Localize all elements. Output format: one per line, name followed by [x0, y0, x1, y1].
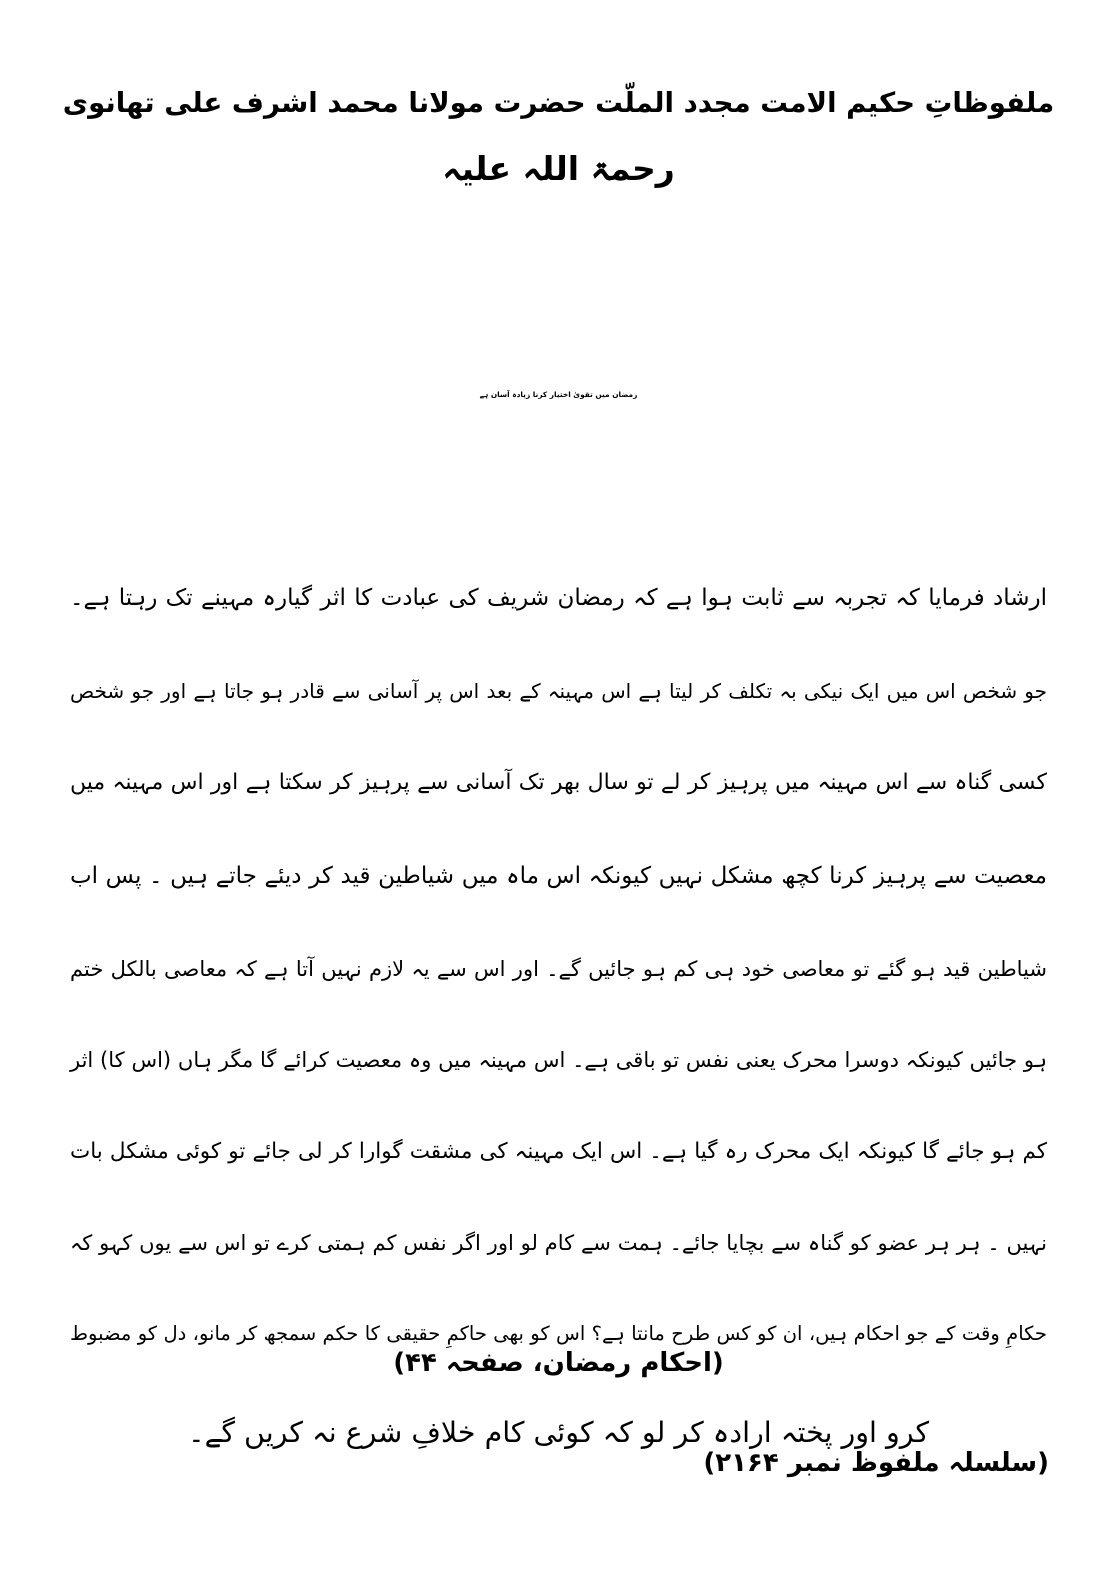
- body-line: جو شخص اس میں ایک نیکی بہ تکلف کر لیتا ہے اس مہینہ کے بعد اس پر آسانی سے قادر ہو جاتا ہے اور جو شخص: [70, 679, 1047, 703]
- section-heading: رمضان میں تقویٰ اختیار کرنا زیادہ آسان ہے: [479, 390, 638, 400]
- body-line: ہو جائیں کیونکہ دوسرا محرک یعنی نفس تو باقی ہے۔ اس مہینہ میں وہ معصیت کرائے گا مگر ہاں (اس کا) اثر: [70, 1048, 1047, 1072]
- document-header: [60, 84, 1057, 192]
- body-line: معصیت سے پرہیز کرنا کچھ مشکل نہیں کیونکہ اس ماہ میں شیاطین قید کر دیئے جاتے ہیں ۔ پس اب: [70, 863, 1047, 889]
- citation-source: (احکام رمضان، صفحہ ۴۴): [393, 1348, 724, 1378]
- body-line: ارشاد فرمایا کہ تجربہ سے ثابت ہوا ہے کہ رمضان شریف کی عبادت کا اثر گیارہ مہینے تک رہتا ہے۔: [70, 585, 1048, 611]
- document-title: ملفوظاتِ حکیم الامت مجدد الملّت حضرت مولانا محمد اشرف علی تھانوی: [62, 86, 1055, 119]
- body-line: کم ہو جائے گا کیونکہ ایک محرک رہ گیا ہے۔ اس ایک مہینہ کی مشقت گوارا کر لی جائے تو کوئی مشکل بات: [70, 1138, 1047, 1164]
- body-line: شیاطین قید ہو گئے تو معاصی خود ہی کم ہو جائیں گے۔ اور اس سے یہ لازم نہیں آتا ہے کہ معاصی بالکل ختم: [70, 957, 1047, 981]
- body-line: کسی گناہ سے اس مہینہ میں پرہیز کر لے تو سال بھر تک آسانی سے پرہیز کر سکتا ہے اور اس مہینہ میں: [70, 770, 1047, 795]
- author-honorific: رحمۃ اللہ علیہ: [442, 149, 675, 189]
- body-line: کرو اور پختہ ارادہ کر لو کہ کوئی کام خلافِ شرع نہ کریں گے۔: [187, 1415, 930, 1449]
- body-line: نہیں ۔ ہر ہر عضو کو گناہ سے بچایا جائے۔ ہمت سے کام لو اور اگر نفس کم ہمتی کرے تو اس سے یوں کہو کہ: [70, 1231, 1047, 1255]
- body-line: حکامِ وقت کے جو احکام ہیں، ان کو کس طرح مانتا ہے؟ اس کو بھی حاکمِ حقیقی کا حکم سمجھ کر مانو، دل کو مضبوط: [70, 1322, 1047, 1345]
- citation-series-number: (سلسلہ ملفوظ نمبر ۲۱۶۴): [703, 1448, 1049, 1478]
